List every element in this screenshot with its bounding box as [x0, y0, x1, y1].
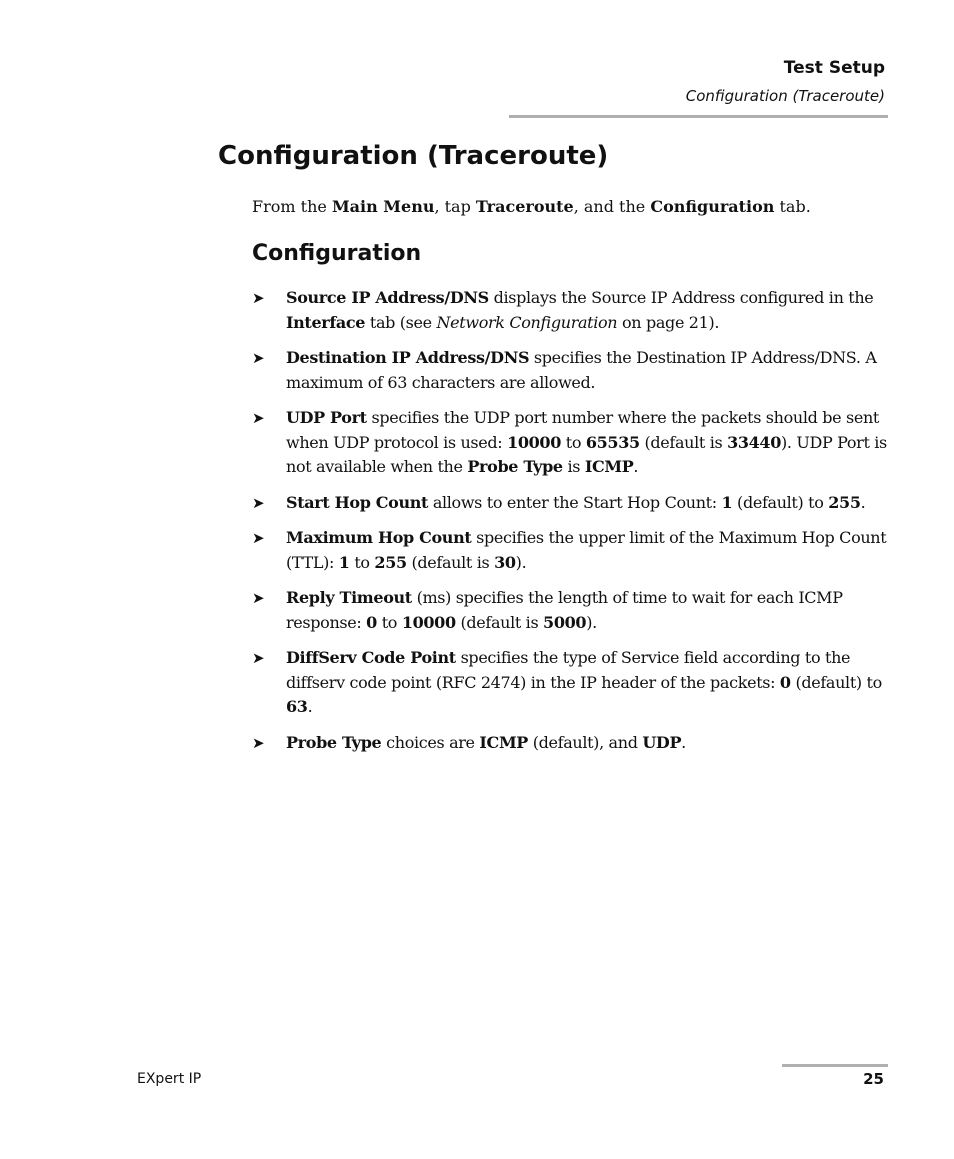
bold-term: Traceroute [475, 197, 574, 216]
text-run: From the [252, 197, 332, 216]
list-item [252, 406, 888, 480]
bold-term: Interface [286, 312, 366, 332]
bold-term: 0 [779, 672, 791, 692]
bold-term: ICMP [584, 457, 634, 476]
bold-term: 1 [721, 492, 733, 512]
section-heading: Configuration [252, 241, 422, 266]
text-run: (default is [406, 552, 495, 572]
bold-term: 1 [338, 552, 350, 572]
text-run: . [633, 457, 639, 476]
text-run: to [561, 432, 586, 452]
text-run: displays the Source IP Address configured in the [488, 288, 874, 307]
bold-term: Start Hop Count [286, 492, 429, 512]
text-run: (default) to [732, 492, 829, 512]
text-run: (default), and [527, 732, 643, 752]
bold-term: Reply Timeout [286, 588, 412, 607]
bold-term: UDP [642, 732, 682, 752]
text-run: , tap [434, 197, 476, 216]
bold-term: DiffServ Code Point [286, 648, 456, 667]
list-item [252, 526, 888, 575]
text-run: specifies the UDP port number where the packets should be sent when UDP protocol is used: [286, 408, 879, 452]
text-run: (default is [455, 612, 544, 632]
arrow-bullet-icon: ➤ [252, 529, 265, 547]
bold-term: 255 [374, 552, 407, 572]
bold-term: Maximum Hop Count [286, 528, 472, 547]
text-run: on page 21). [617, 312, 720, 332]
text-run: tab. [774, 197, 811, 216]
bold-term: Main Menu [331, 197, 435, 216]
text-run: choices are [381, 732, 480, 752]
text-run: to [349, 552, 375, 572]
text-run: (default is [639, 432, 728, 452]
list-item [252, 731, 888, 756]
bold-term: 10000 [507, 432, 561, 452]
text-run: specifies the Destination IP Address/DNS. A maximum of 63 characters are allowed. [286, 348, 877, 392]
text-run: allows to enter the Start Hop Count: [428, 492, 722, 512]
cross-reference: Network Configuration [436, 312, 618, 332]
list-item [252, 586, 888, 635]
bold-term: Destination IP Address/DNS [286, 348, 530, 367]
bold-term: 10000 [401, 612, 456, 632]
bold-term: 30 [494, 552, 516, 572]
bold-term: 0 [366, 612, 377, 632]
header-rule [509, 115, 888, 118]
text-run: tab (see [365, 312, 437, 332]
arrow-bullet-icon: ➤ [252, 409, 265, 427]
bold-term: Configuration [650, 197, 775, 216]
text-run: . [307, 697, 313, 716]
text-run: is [562, 457, 585, 476]
arrow-bullet-icon: ➤ [252, 589, 265, 607]
bold-term: 255 [828, 492, 861, 512]
intro-paragraph [252, 195, 811, 219]
text-run: . [860, 492, 866, 512]
list-item [252, 286, 888, 335]
bold-term: Probe Type [286, 732, 382, 752]
bold-term: ICMP [479, 732, 528, 752]
footer-rule [782, 1064, 888, 1067]
page-title: Configuration (Traceroute) [218, 141, 609, 171]
arrow-bullet-icon: ➤ [252, 493, 265, 512]
text-run: (default) to [790, 672, 882, 692]
bold-term: UDP Port [286, 408, 367, 427]
text-run: ). [586, 612, 597, 632]
text-run: to [376, 612, 402, 632]
arrow-bullet-icon: ➤ [252, 649, 265, 667]
footer-product-name: EXpert IP [137, 1071, 202, 1087]
text-run: specifies the upper limit of the Maximum Hop Count (TTL): [286, 528, 887, 572]
arrow-bullet-icon: ➤ [252, 289, 265, 307]
list-item [252, 646, 888, 720]
bold-term: 63 [286, 697, 308, 716]
arrow-bullet-icon: ➤ [252, 733, 265, 752]
text-run: (ms) specifies the length of time to wait for each ICMP response: [286, 588, 843, 632]
text-run: ). [515, 552, 527, 572]
page-number: 25 [863, 1070, 884, 1088]
list-item [252, 346, 888, 395]
bold-term: 33440 [727, 432, 781, 452]
bold-term: 65535 [585, 432, 640, 452]
text-run: ). UDP Port is not available when the [286, 432, 887, 476]
bold-term: Source IP Address/DNS [286, 288, 489, 307]
bold-term: 5000 [543, 612, 587, 632]
list-item [252, 491, 888, 516]
bold-term: Probe Type [467, 457, 563, 476]
arrow-bullet-icon: ➤ [252, 349, 265, 367]
text-run: . [681, 732, 686, 752]
running-header-chapter: Test Setup [783, 58, 885, 78]
text-run: , and the [573, 197, 651, 216]
running-header-section: Configuration (Traceroute) [685, 87, 885, 105]
configuration-list [252, 286, 888, 766]
text-run: specifies the type of Service field according to the diffserv code point (RFC 2474) in the IP header of the packets: [286, 648, 851, 692]
